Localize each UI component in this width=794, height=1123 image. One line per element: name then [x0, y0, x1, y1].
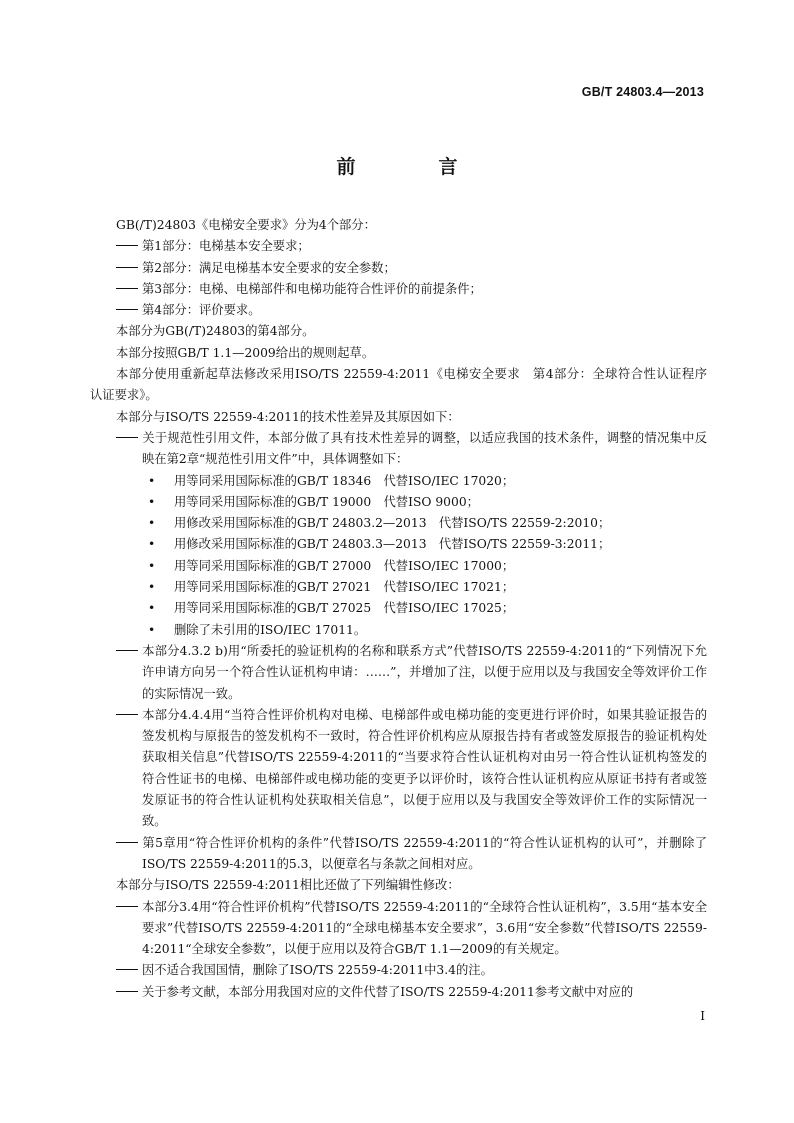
bullet-text: 用等同采用国际标准的GB/T 19000 代替ISO 9000；	[174, 494, 479, 509]
document-body	[90, 215, 720, 1003]
part-item-text: 第1部分：电梯基本安全要求；	[142, 239, 310, 254]
bullet-item	[90, 620, 707, 641]
part-item-text: 第4部分：评价要求。	[142, 303, 261, 318]
bullet-text: 用等同采用国际标准的GB/T 27000 代替ISO/IEC 17000；	[174, 558, 515, 573]
part-item	[90, 279, 707, 300]
diff-item	[90, 641, 707, 705]
dash-mark	[116, 705, 142, 726]
edit-item-text: 关于参考文献，本部分用我国对应的文件代替了ISO/TS 22559-4:2011参考文献中对应的	[142, 984, 634, 999]
bullet-item	[90, 577, 707, 598]
bullet-item	[90, 513, 707, 534]
part-item-text: 第2部分：满足电梯基本安全要求的安全参数；	[142, 260, 396, 275]
part-item	[90, 300, 707, 321]
part-item-text: 第3部分：电梯、电梯部件和电梯功能符合性评价的前提条件；	[142, 281, 482, 296]
bullet-dot-icon: •	[148, 622, 156, 637]
bullet-dot-icon: •	[148, 580, 156, 595]
dash-mark	[116, 897, 142, 918]
editorial-intro-paragraph: 本部分与ISO/TS 22559-4:2011相比还做了下列编辑性修改：	[116, 878, 460, 893]
bullet-text: 删除了未引用的ISO/IEC 17011。	[174, 622, 367, 637]
diff-item-text: 本部分4.3.2 b)用“所委托的验证机构的名称和联系方式”代替ISO/TS 22559-4:2011的“下列情况下允许申请方向另一个符合性认证机构申请：……”，并增加了注，以便于应用以及与我国安全等效评价工作的实际情况一致。	[142, 643, 707, 701]
bullet-text: 用等同采用国际标准的GB/T 27025 代替ISO/IEC 17025；	[174, 601, 515, 616]
dash-mark	[116, 279, 142, 300]
bullet-item	[90, 534, 707, 555]
page-title: 前 言	[336, 156, 490, 178]
dash-mark	[116, 428, 142, 449]
bullet-text: 用等同采用国际标准的GB/T 27021 代替ISO/IEC 17021；	[174, 580, 515, 595]
diff-item	[90, 705, 707, 833]
bullet-dot-icon: •	[148, 516, 156, 531]
edit-item	[90, 897, 707, 961]
edit-item-text: 本部分3.4用“符合性评价机构”代替ISO/TS 22559-4:2011的“全球符合性认证机构”，3.5用“基本安全要求”代替ISO/TS 22559-4:2011的“全球电梯基本安全要求”，3.6用“安全参数”代替ISO/TS 22559-4:2011“全球安全参数”，以便于应用以及符合GB/T 1.1—2009的有关规定。	[142, 899, 707, 957]
intro-paragraph: GB(/T)24803《电梯安全要求》分为4个部分：	[116, 218, 376, 232]
edit-item	[90, 982, 707, 1003]
part-item	[90, 258, 707, 279]
edit-item-text: 因不适合我国国情，删除了ISO/TS 22559-4:2011中3.4的注。	[142, 963, 493, 978]
bullet-text: 用修改采用国际标准的GB/T 24803.2—2013 代替ISO/TS 22559-2:2010；	[174, 516, 611, 531]
bullet-text: 用修改采用国际标准的GB/T 24803.3—2013 代替ISO/TS 22559-3:2011；	[174, 537, 611, 552]
dash-mark	[116, 236, 142, 257]
bullet-item	[90, 492, 707, 513]
diff-item	[90, 833, 707, 876]
dash-mark	[116, 833, 142, 854]
this-part-paragraph: 本部分为GB(/T)24803的第4部分。	[116, 324, 315, 339]
dash-mark	[116, 300, 142, 321]
diff-intro-paragraph: 本部分与ISO/TS 22559-4:2011的技术性差异及其原因如下：	[116, 409, 460, 424]
bullet-dot-icon: •	[148, 537, 156, 552]
diff-item	[90, 428, 707, 471]
page-number: I	[700, 1009, 705, 1023]
standard-code: GB/T 24803.4—2013	[581, 85, 704, 99]
redraft-paragraph: 本部分使用重新起草法修改采用ISO/TS 22559-4:2011《电梯安全要求 第4部分：全球符合性认证程序 认证要求》。	[90, 367, 720, 403]
dash-mark	[116, 641, 142, 662]
dash-mark	[116, 960, 142, 981]
bullet-dot-icon: •	[148, 494, 156, 509]
edit-item	[90, 960, 707, 981]
drafted-paragraph: 本部分按照GB/T 1.1—2009给出的规则起草。	[116, 345, 375, 360]
bullet-dot-icon: •	[148, 473, 156, 488]
part-item	[90, 236, 707, 257]
bullet-item	[90, 598, 707, 619]
bullet-dot-icon: •	[148, 558, 156, 573]
bullet-text: 用等同采用国际标准的GB/T 18346 代替ISO/IEC 17020；	[174, 473, 515, 488]
dash-mark	[116, 258, 142, 279]
bullet-item	[90, 556, 707, 577]
dash-mark	[116, 982, 142, 1003]
diff-item-text: 关于规范性引用文件，本部分做了具有技术性差异的调整，以适应我国的技术条件，调整的情况集中反映在第2章“规范性引用文件”中，具体调整如下：	[142, 430, 707, 467]
bullet-dot-icon: •	[148, 601, 156, 616]
diff-item-text: 本部分4.4.4用“当符合性评价机构对电梯、电梯部件或电梯功能的变更进行评价时，如果其验证报告的签发机构与原报告的签发机构不一致时，符合性评价机构应从原报告持有者或签发原报告的验证机构处获取相关信息”代替ISO/TS 22559-4:2011的“当要求符合性认证机构对由另一符合性认证机构签发的符合性证书的电梯、电梯部件或电梯功能的变更予以评价时，该符合性认证机构应从原证书持有者或签发原证书的符合性认证机构处获取相关信息”，以便于应用以及与我国安全等效评价工作的实际情况一致。	[142, 707, 707, 829]
diff-item-text: 第5章用“符合性评价机构的条件”代替ISO/TS 22559-4:2011的“符合性认证机构的认可”，并删除了ISO/TS 22559-4:2011的5.3，以便章名与条款之间相对应。	[142, 835, 707, 871]
bullet-item	[90, 471, 707, 492]
